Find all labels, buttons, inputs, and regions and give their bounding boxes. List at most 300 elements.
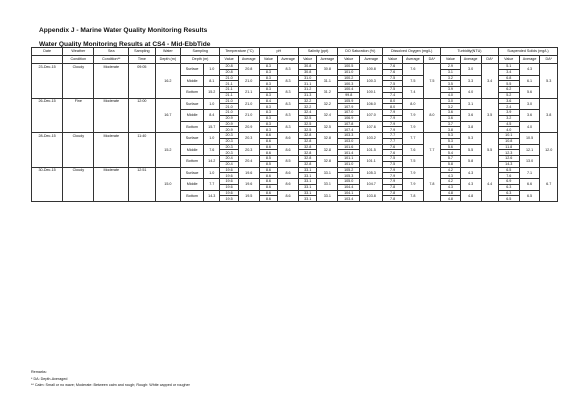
- suspended-solids-average: 10.5: [519, 133, 540, 145]
- header-blank: [32, 56, 63, 64]
- header-salinity: Salinity (ppt): [298, 48, 337, 56]
- dissolved-oxygen-average: 8.0: [402, 98, 423, 110]
- do-saturation-value: 104.1: [338, 190, 360, 196]
- do-saturation-average: 100.3: [360, 75, 383, 87]
- ph-average: 8.6: [278, 133, 299, 145]
- ph-value: 8.6: [259, 150, 277, 156]
- sampling-depth-cell: 15.2: [204, 87, 220, 99]
- sampling-depth-cell: 15.7: [204, 121, 220, 133]
- salinity-value: 33.1: [298, 179, 316, 185]
- salinity-value: 33.1: [298, 184, 316, 190]
- suspended-solids-value: 7.6: [498, 173, 519, 179]
- temperature-value: 21.1: [220, 92, 238, 98]
- salinity-value: 31.2: [298, 87, 316, 93]
- salinity-value: 33.1: [298, 196, 316, 202]
- sampling-depth-cell: 1.0: [204, 64, 220, 76]
- do-saturation-average: 101.5: [360, 144, 383, 156]
- ph-average: 8.6: [278, 167, 299, 179]
- dissolved-oxygen-da: 7.5: [423, 64, 440, 99]
- ph-average: 8.3: [278, 64, 299, 76]
- dissolved-oxygen-da: 7.8: [423, 167, 440, 202]
- temperature-value: 21.0: [220, 110, 238, 116]
- salinity-average: 33.1: [317, 167, 338, 179]
- sampling-depth-cell: 1.0: [204, 98, 220, 110]
- temperature-average: 20.9: [238, 121, 259, 133]
- ph-value: 8.3: [259, 69, 277, 75]
- salinity-value: 31.1: [298, 81, 316, 87]
- suspended-solids-value: 12.3: [498, 150, 519, 156]
- turbidity-da: 4.4: [481, 167, 498, 202]
- ph-average: 8.3: [278, 87, 299, 99]
- sampling-depth-cell: 1.0: [204, 133, 220, 145]
- do-saturation-average: 101.1: [360, 156, 383, 168]
- header-average: Average: [402, 56, 423, 64]
- do-saturation-value: 101.6: [338, 144, 360, 150]
- header-value: Value: [298, 56, 316, 64]
- suspended-solids-average: 6.1: [519, 75, 540, 87]
- salinity-average: 30.8: [317, 64, 338, 76]
- header-average: Average: [238, 56, 259, 64]
- dissolved-oxygen-value: 7.7: [383, 133, 403, 139]
- turbidity-value: 5.6: [441, 144, 461, 150]
- suspended-solids-average: 5.6: [519, 87, 540, 99]
- dissolved-oxygen-da: 8.0: [423, 98, 440, 133]
- temperature-value: 20.8: [220, 69, 238, 75]
- do-saturation-value: 103.4: [338, 196, 360, 202]
- turbidity-average: 4.3: [460, 167, 481, 179]
- suspended-solids-average: 6.5: [519, 190, 540, 202]
- table-header: [32, 48, 558, 64]
- ph-value: 8.6: [259, 144, 277, 150]
- suspended-solids-average: 6.6: [519, 179, 540, 191]
- ph-value: 8.3: [259, 75, 277, 81]
- suspended-solids-da: 5.3: [540, 64, 558, 99]
- suspended-solids-value: 3.9: [498, 110, 519, 116]
- header-date: Date: [32, 48, 63, 56]
- table-body: [32, 64, 558, 202]
- turbidity-value: 5.3: [441, 138, 461, 144]
- salinity-value: 32.4: [298, 110, 316, 116]
- header-value: Value: [441, 56, 461, 64]
- header-value: Value: [383, 56, 403, 64]
- temperature-value: 19.6: [220, 167, 238, 173]
- dissolved-oxygen-average: 7.9: [402, 110, 423, 122]
- turbidity-value: 3.5: [441, 81, 461, 87]
- turbidity-value: 3.7: [441, 121, 461, 127]
- turbidity-average: 3.3: [460, 75, 481, 87]
- dissolved-oxygen-value: 8.0: [383, 98, 403, 104]
- header-depth: Depth (m): [181, 56, 220, 64]
- sea-condition-cell: Moderate: [94, 98, 129, 133]
- suspended-solids-value: 3.6: [498, 98, 519, 104]
- temperature-average: 21.0: [238, 110, 259, 122]
- suspended-solids-value: 6.3: [498, 184, 519, 190]
- sampling-depth-cell: 14.3: [204, 190, 220, 202]
- header-da: DA*: [423, 56, 440, 64]
- suspended-solids-value: 6.5: [498, 196, 519, 202]
- sampling-time-cell: 09:05: [129, 64, 156, 99]
- salinity-value: 30.8: [298, 69, 316, 75]
- salinity-average: 32.8: [317, 156, 338, 168]
- sampling-depth-cell: 14.2: [204, 156, 220, 168]
- dissolved-oxygen-average: 7.6: [402, 144, 423, 156]
- sampling-depth-cell: 7.7: [204, 179, 220, 191]
- header-do-saturation: DO Saturation (%): [338, 48, 383, 56]
- salinity-average: 32.8: [317, 144, 338, 156]
- suspended-solids-da: 6.7: [540, 167, 558, 202]
- salinity-value: 32.2: [298, 98, 316, 104]
- dissolved-oxygen-average: 7.5: [402, 75, 423, 87]
- temperature-value: 20.9: [220, 121, 238, 127]
- ph-value: 8.3: [259, 81, 277, 87]
- salinity-value: 32.8: [298, 161, 316, 167]
- do-saturation-average: 103.2: [360, 133, 383, 145]
- temperature-average: 21.0: [238, 75, 259, 87]
- header-average: Average: [360, 56, 383, 64]
- remarks-note: * DA: Depth-Averaged: [31, 377, 68, 382]
- suspended-solids-value: 4.5: [498, 121, 519, 127]
- turbidity-value: 2.9: [441, 64, 461, 70]
- salinity-average: 31.2: [317, 87, 338, 99]
- header-average: Average: [317, 56, 338, 64]
- do-saturation-value: 107.8: [338, 121, 360, 127]
- dissolved-oxygen-average: 7.9: [402, 167, 423, 179]
- temperature-average: 20.3: [238, 144, 259, 156]
- turbidity-value: 4.0: [441, 92, 461, 98]
- sampling-depth-cell: 7.6: [204, 144, 220, 156]
- turbidity-da: 3.4: [481, 64, 498, 99]
- water-depth-cell: 16.2: [155, 64, 180, 99]
- turbidity-value: 3.1: [441, 69, 461, 75]
- sampling-level-cell: Middle: [181, 179, 204, 191]
- do-saturation-value: 101.4: [338, 150, 360, 156]
- date-cell: 23-Dec-15: [32, 64, 63, 99]
- suspended-solids-value: 10.1: [498, 133, 519, 139]
- temperature-value: 20.3: [220, 138, 238, 144]
- turbidity-value: 5.7: [441, 156, 461, 162]
- dissolved-oxygen-average: 7.4: [402, 87, 423, 99]
- dissolved-oxygen-value: 7.5: [383, 75, 403, 81]
- temperature-value: 21.0: [220, 104, 238, 110]
- sampling-depth-cell: 8.1: [204, 75, 220, 87]
- ph-value: 8.3: [259, 92, 277, 98]
- appendix-title: Appendix J - Marine Water Quality Monitoring Results: [39, 27, 208, 34]
- salinity-value: 32.8: [298, 144, 316, 150]
- date-cell: 30-Dec-15: [32, 167, 63, 202]
- ph-value: 8.5: [259, 161, 277, 167]
- ph-value: 8.3: [259, 110, 277, 116]
- suspended-solids-value: 5.2: [498, 92, 519, 98]
- dissolved-oxygen-value: 7.5: [383, 81, 403, 87]
- sampling-level-cell: Middle: [181, 75, 204, 87]
- salinity-value: 32.5: [298, 127, 316, 133]
- water-quality-table: [31, 47, 558, 202]
- do-saturation-value: 100.4: [338, 87, 360, 93]
- turbidity-average: 5.5: [460, 144, 481, 156]
- dissolved-oxygen-value: 7.4: [383, 92, 403, 98]
- date-cell: 26-Dec-15: [32, 98, 63, 133]
- turbidity-value: 4.2: [441, 167, 461, 173]
- do-saturation-average: 100.8: [360, 64, 383, 76]
- salinity-value: 33.1: [298, 167, 316, 173]
- temperature-value: 21.1: [220, 81, 238, 87]
- sampling-level-cell: Surface: [181, 98, 204, 110]
- header-sea: Sea: [94, 48, 129, 56]
- ph-average: 8.3: [278, 121, 299, 133]
- temperature-value: 20.4: [220, 161, 238, 167]
- temperature-value: 20.9: [220, 115, 238, 121]
- table-row: [32, 133, 558, 139]
- salinity-value: 33.1: [298, 173, 316, 179]
- salinity-average: 33.1: [317, 179, 338, 191]
- turbidity-average: 3.1: [460, 98, 481, 110]
- turbidity-average: 4.0: [460, 87, 481, 99]
- temperature-average: 20.4: [238, 156, 259, 168]
- salinity-average: 32.5: [317, 121, 338, 133]
- header-average: Average: [278, 56, 299, 64]
- turbidity-value: 4.2: [441, 179, 461, 185]
- ph-value: 8.3: [259, 115, 277, 121]
- turbidity-da: 5.5: [481, 133, 498, 168]
- suspended-solids-value: 3.2: [498, 115, 519, 121]
- sampling-depth-cell: 1.0: [204, 167, 220, 179]
- salinity-value: 31.0: [298, 75, 316, 81]
- dissolved-oxygen-average: 7.9: [402, 121, 423, 133]
- do-saturation-average: 103.8: [360, 190, 383, 202]
- header-weather: Weather: [63, 48, 94, 56]
- temperature-average: 19.5: [238, 190, 259, 202]
- turbidity-value: 3.0: [441, 98, 461, 104]
- do-saturation-value: 107.0: [338, 110, 360, 116]
- do-saturation-value: 103.3: [338, 133, 360, 139]
- do-saturation-value: 101.1: [338, 156, 360, 162]
- table-row: [32, 64, 558, 70]
- salinity-average: 31.1: [317, 75, 338, 87]
- suspended-solids-value: 5.5: [498, 81, 519, 87]
- salinity-value: 32.5: [298, 121, 316, 127]
- sampling-level-cell: Surface: [181, 64, 204, 76]
- ph-value: 8.4: [259, 98, 277, 104]
- turbidity-average: 3.8: [460, 121, 481, 133]
- do-saturation-value: 107.4: [338, 127, 360, 133]
- temperature-average: 19.6: [238, 167, 259, 179]
- suspended-solids-average: 7.1: [519, 167, 540, 179]
- header-dissolved-oxygen: Dissolved Oxygen (mg/L): [383, 48, 441, 56]
- header-sea-condition: Condition**: [94, 56, 129, 64]
- dissolved-oxygen-value: 7.7: [383, 138, 403, 144]
- salinity-value: 32.5: [298, 115, 316, 121]
- do-saturation-value: 107.9: [338, 104, 360, 110]
- suspended-solids-value: 11.8: [498, 144, 519, 150]
- header-ph: pH: [259, 48, 298, 56]
- suspended-solids-value: 5.1: [498, 64, 519, 70]
- turbidity-value: 4.3: [441, 184, 461, 190]
- turbidity-value: 5.8: [441, 161, 461, 167]
- ph-value: 8.6: [259, 173, 277, 179]
- dissolved-oxygen-value: 7.9: [383, 127, 403, 133]
- header-condition: Condition: [63, 56, 94, 64]
- do-saturation-value: 100.5: [338, 64, 360, 70]
- do-saturation-value: 101.0: [338, 161, 360, 167]
- dissolved-oxygen-value: 7.9: [383, 173, 403, 179]
- ph-value: 8.6: [259, 196, 277, 202]
- temperature-average: 20.3: [238, 133, 259, 145]
- header-suspended-solids: Suspended Solids (mg/L): [498, 48, 557, 56]
- do-saturation-average: 106.0: [360, 98, 383, 110]
- remarks-note: ** Calm: Small or no wave; Moderate: Between calm and rough; Rough: White capped or rougher: [31, 382, 190, 387]
- header-average: Average: [519, 56, 540, 64]
- dissolved-oxygen-value: 7.5: [383, 87, 403, 93]
- do-saturation-average: 100.1: [360, 87, 383, 99]
- salinity-value: 33.1: [298, 190, 316, 196]
- dissolved-oxygen-average: 7.5: [402, 156, 423, 168]
- ph-value: 8.6: [259, 133, 277, 139]
- sea-condition-cell: Moderate: [94, 133, 129, 168]
- turbidity-average: 4.3: [460, 179, 481, 191]
- turbidity-value: 5.4: [441, 150, 461, 156]
- suspended-solids-average: 4.3: [519, 64, 540, 76]
- suspended-solids-value: 14.3: [498, 161, 519, 167]
- salinity-average: 32.4: [317, 110, 338, 122]
- dissolved-oxygen-value: 7.5: [383, 156, 403, 162]
- dissolved-oxygen-value: 7.6: [383, 64, 403, 70]
- dissolved-oxygen-average: 7.8: [402, 190, 423, 202]
- do-saturation-value: 100.2: [338, 75, 360, 81]
- dissolved-oxygen-value: 7.6: [383, 144, 403, 150]
- header-row-2: [32, 56, 558, 64]
- dissolved-oxygen-value: 7.8: [383, 190, 403, 196]
- weather-cell: Cloudy: [63, 64, 94, 99]
- ph-value: 8.6: [259, 190, 277, 196]
- ph-average: 8.6: [278, 190, 299, 202]
- do-saturation-value: 104.4: [338, 184, 360, 190]
- dissolved-oxygen-value: 7.8: [383, 196, 403, 202]
- ph-value: 8.3: [259, 104, 277, 110]
- turbidity-average: 5.3: [460, 133, 481, 145]
- dissolved-oxygen-value: 7.9: [383, 121, 403, 127]
- sampling-depth-cell: 8.4: [204, 110, 220, 122]
- temperature-average: 21.0: [238, 98, 259, 110]
- temperature-average: 21.1: [238, 87, 259, 99]
- salinity-value: 32.8: [298, 138, 316, 144]
- suspended-solids-value: 4.0: [498, 127, 519, 133]
- do-saturation-average: 104.7: [360, 179, 383, 191]
- header-row-1: [32, 48, 558, 56]
- header-value: Value: [259, 56, 277, 64]
- table-row: [32, 98, 558, 104]
- ph-average: 8.3: [278, 98, 299, 110]
- salinity-value: 32.8: [298, 156, 316, 162]
- turbidity-value: 3.6: [441, 115, 461, 121]
- do-saturation-value: 100.3: [338, 81, 360, 87]
- header-da: DA*: [540, 56, 558, 64]
- suspended-solids-value: 6.9: [498, 179, 519, 185]
- do-saturation-value: 101.0: [338, 69, 360, 75]
- remarks-title: Remarks:: [31, 370, 47, 374]
- turbidity-average: 5.8: [460, 156, 481, 168]
- ph-value: 8.3: [259, 127, 277, 133]
- turbidity-average: 3.0: [460, 64, 481, 76]
- ph-value: 8.6: [259, 179, 277, 185]
- ph-value: 8.6: [259, 138, 277, 144]
- header-average: Average: [460, 56, 481, 64]
- suspended-solids-value: 2.4: [498, 104, 519, 110]
- temperature-value: 19.6: [220, 190, 238, 196]
- temperature-value: 19.6: [220, 173, 238, 179]
- sampling-level-cell: Bottom: [181, 156, 204, 168]
- turbidity-value: 3.2: [441, 75, 461, 81]
- suspended-solids-average: 12.1: [519, 144, 540, 156]
- header-sampling: Sampling: [129, 48, 156, 56]
- table-row: [32, 167, 558, 173]
- dissolved-oxygen-average: 7.7: [402, 133, 423, 145]
- header-time: Time: [129, 56, 156, 64]
- header-value: Value: [220, 56, 238, 64]
- ph-average: 8.3: [278, 75, 299, 87]
- do-saturation-value: 105.2: [338, 167, 360, 173]
- temperature-value: 20.3: [220, 133, 238, 139]
- salinity-average: 32.2: [317, 98, 338, 110]
- date-cell: 28-Dec-15: [32, 133, 63, 168]
- do-saturation-value: 106.9: [338, 115, 360, 121]
- ph-value: 8.6: [259, 184, 277, 190]
- water-depth-cell: 15.2: [155, 133, 180, 168]
- do-saturation-value: 99.8: [338, 92, 360, 98]
- temperature-value: 19.5: [220, 196, 238, 202]
- suspended-solids-value: 10.8: [498, 138, 519, 144]
- ph-value: 8.5: [259, 156, 277, 162]
- salinity-value: 31.3: [298, 92, 316, 98]
- temperature-value: 19.6: [220, 184, 238, 190]
- temperature-value: 20.4: [220, 156, 238, 162]
- sampling-level-cell: Middle: [181, 144, 204, 156]
- weather-cell: Cloudy: [63, 133, 94, 168]
- turbidity-value: 4.3: [441, 173, 461, 179]
- ph-average: 8.6: [278, 144, 299, 156]
- suspended-solids-average: 13.0: [519, 156, 540, 168]
- dissolved-oxygen-value: 7.8: [383, 184, 403, 190]
- ph-average: 8.6: [278, 179, 299, 191]
- sampling-time-cell: 11:40: [129, 133, 156, 168]
- turbidity-value: 3.9: [441, 87, 461, 93]
- dissolved-oxygen-value: 7.5: [383, 161, 403, 167]
- water-depth-cell: 15.0: [155, 167, 180, 202]
- temperature-value: 19.6: [220, 179, 238, 185]
- suspended-solids-average: 3.0: [519, 98, 540, 110]
- do-saturation-value: 105.0: [338, 179, 360, 185]
- suspended-solids-average: 4.0: [519, 121, 540, 133]
- dissolved-oxygen-value: 8.0: [383, 104, 403, 110]
- dissolved-oxygen-average: 7.6: [402, 64, 423, 76]
- sampling-level-cell: Bottom: [181, 87, 204, 99]
- do-saturation-average: 107.6: [360, 121, 383, 133]
- temperature-value: 21.0: [220, 75, 238, 81]
- turbidity-value: 4.8: [441, 196, 461, 202]
- turbidity-value: 3.6: [441, 110, 461, 116]
- header-value: Value: [498, 56, 519, 64]
- suspended-solids-da: 3.8: [540, 98, 558, 133]
- suspended-solids-average: 3.6: [519, 110, 540, 122]
- table-subtitle: Water Quality Monitoring Results at CS4 - Mid-EbbTide: [39, 41, 211, 48]
- water-depth-cell: 16.7: [155, 98, 180, 133]
- sampling-time-cell: 12:51: [129, 167, 156, 202]
- dissolved-oxygen-value: 7.6: [383, 69, 403, 75]
- salinity-value: 30.8: [298, 64, 316, 70]
- suspended-solids-value: 6.2: [498, 87, 519, 93]
- do-saturation-average: 107.0: [360, 110, 383, 122]
- ph-value: 8.6: [259, 167, 277, 173]
- dissolved-oxygen-value: 7.9: [383, 179, 403, 185]
